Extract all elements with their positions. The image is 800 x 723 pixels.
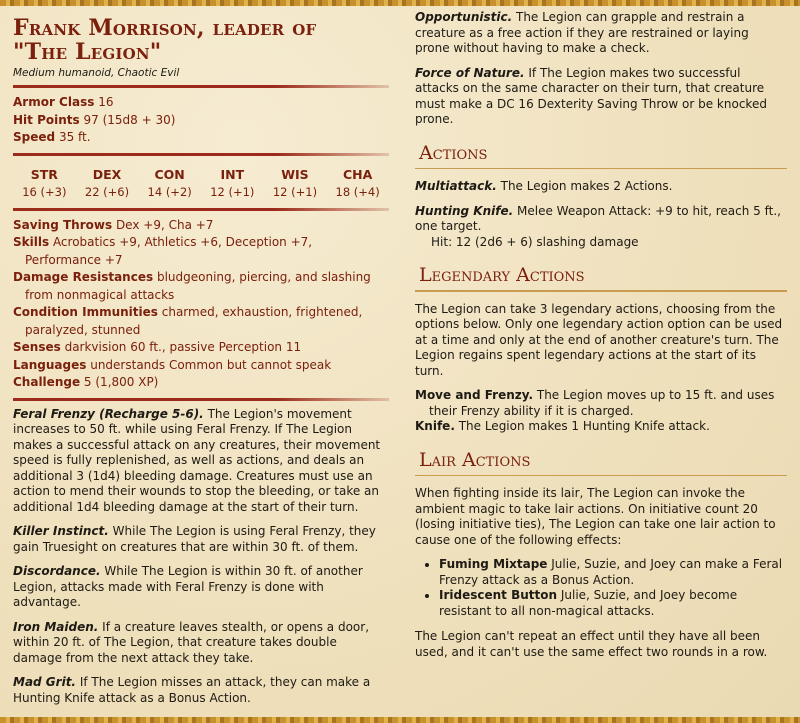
trait-iron-maiden [13, 620, 389, 667]
section-divider [415, 290, 787, 292]
armor-class-value: 16 [98, 95, 114, 109]
ability-name: WIS [281, 166, 309, 182]
trait-text: If The Legion misses an attack, they can make a Hunting Knife attack as a Bonus Action. [13, 675, 371, 705]
languages-label: Languages [13, 357, 87, 372]
trait-text: While The Legion is using Feral Frenzy, they gain Truesight on creatures that are within 30 ft. of them. [13, 524, 376, 554]
action-text: Melee Weapon Attack: +9 to hit, reach 5 ft., one target. [415, 203, 781, 233]
lair-outro: The Legion can't repeat an effect until they have all been used, and it can't use the same effect two rounds in a row. [415, 629, 768, 659]
section-divider [415, 475, 787, 477]
trait-discordance [13, 564, 389, 611]
senses [13, 339, 389, 357]
skills [13, 234, 389, 269]
ability-name: CHA [342, 166, 373, 182]
monster-name [13, 16, 389, 64]
saving-throws [13, 217, 389, 235]
hit-points [13, 112, 389, 130]
ability-name: STR [30, 166, 58, 182]
skills-label: Skills [13, 235, 50, 249]
saving-throws-value: Dex +9, Cha +7 [115, 217, 214, 232]
trait-text: If a creature leaves stealth, or opens a door, within 20 ft. of The Legion, that creature takes double damage from the next attack they take. [13, 619, 370, 665]
condition-immunities-label: Condition Immunities [13, 305, 158, 319]
ability-cha [328, 166, 388, 200]
lair-effect-text: Julie, Suzie, and Joey become resistant to all non-magical attacks. [439, 588, 738, 618]
ability-score: 16 (+3) [22, 184, 67, 199]
legendary-action-name: Knife. [415, 419, 455, 433]
trait-name: Opportunistic. [415, 10, 513, 24]
saving-throws-label: Saving Throws [13, 217, 113, 232]
trait-name: Mad Grit. [13, 675, 76, 689]
languages [13, 357, 389, 375]
lair-effect-name: Iridescent Button [439, 588, 558, 602]
ability-score: 14 (+2) [147, 184, 192, 199]
legendary-knife [415, 419, 787, 435]
actions-heading: Actions [419, 141, 488, 164]
challenge-label: Challenge [13, 375, 81, 389]
lair-effect-fuming-mixtape [439, 557, 787, 588]
ability-int [202, 166, 262, 200]
condition-immunities-value: charmed, exhaustion, frightened, paralyzed, stunned [25, 305, 363, 337]
page-border-bottom [0, 717, 800, 723]
damage-resistances-label: Damage Resistances [13, 270, 154, 284]
action-hit-text: Hit: 12 (2d6 + 6) slashing damage [431, 234, 639, 249]
lair-intro: When fighting inside its lair, The Legion can invoke the ambient magic to take lair actions. On initiative count 20 (losing initiative ties), The Legion can take one lair action to cause one of the following effects: [415, 486, 776, 547]
page-border-top [0, 0, 800, 6]
hit-points-value: 97 (15d8 + 30) [83, 112, 176, 127]
monster-type: Medium humanoid, Chaotic Evil [13, 67, 180, 79]
legendary-move-and-frenzy [415, 388, 787, 419]
lair-effect-iridescent-button [439, 588, 787, 619]
divider [13, 85, 389, 88]
speed-value: 35 ft. [58, 130, 91, 144]
ability-score: 18 (+4) [335, 184, 380, 199]
divider [13, 208, 389, 211]
armor-class [13, 94, 389, 112]
ability-score: 22 (+6) [84, 184, 130, 199]
legendary-intro: The Legion can take 3 legendary actions, choosing from the options below. Only one legendary action option can be used at a time and only at the end of another creature's turn. The Legion regains spent legendary actions at the start of its turn. [415, 301, 783, 378]
ability-name: INT [220, 166, 245, 182]
trait-name: Force of Nature. [415, 65, 525, 80]
legendary-actions-heading: Legendary Actions [419, 264, 585, 286]
ability-scores [13, 162, 389, 202]
action-name: Multiattack. [415, 179, 497, 193]
ability-con [140, 166, 200, 200]
trait-force-of-nature [415, 66, 787, 128]
legendary-action-name: Move and Frenzy. [415, 388, 534, 402]
action-name: Hunting Knife. [415, 203, 514, 218]
divider [13, 398, 389, 401]
divider [13, 153, 389, 156]
ability-name: CON [154, 166, 185, 182]
hit-points-label: Hit Points [13, 112, 80, 127]
challenge [13, 374, 389, 392]
ability-score: 12 (+1) [210, 184, 255, 199]
legendary-action-text: The Legion makes 1 Hunting Knife attack. [458, 419, 710, 433]
trait-name: Iron Maiden. [13, 619, 99, 634]
damage-resistances-value: bludgeoning, piercing, and slashing from nonmagical attacks [25, 270, 371, 302]
condition-immunities [13, 304, 389, 339]
senses-label: Senses [13, 340, 61, 354]
trait-text: If The Legion makes two successful attacks on the same character on their turn, that creature must make a DC 16 Dexterity Saving Throw or be knocked prone. [415, 65, 767, 126]
monster-name-line2: "The Legion" [13, 39, 162, 65]
ability-dex [77, 166, 137, 200]
trait-opportunistic [415, 10, 787, 57]
trait-text: The Legion can grapple and restrain a creature as a free action if they are restrained or laying prone without having to make a check. [415, 10, 749, 55]
right-column [415, 10, 787, 669]
languages-value: understands Common but cannot speak [90, 357, 332, 372]
trait-name: Discordance. [13, 564, 101, 578]
ability-score: 12 (+1) [272, 184, 318, 199]
legendary-action-text: The Legion moves up to 15 ft. and uses their Frenzy ability if it is charged. [429, 388, 775, 418]
lair-effect-name: Fuming Mixtape [439, 557, 548, 571]
lair-effects-list [415, 557, 787, 619]
lair-actions-heading: Lair Actions [419, 448, 531, 471]
action-multiattack [415, 179, 787, 195]
damage-resistances [13, 269, 389, 304]
speed [13, 129, 389, 147]
section-divider [415, 168, 787, 170]
senses-value: darkvision 60 ft., passive Perception 11 [64, 340, 302, 354]
trait-name: Killer Instinct. [13, 524, 109, 538]
speed-label: Speed [13, 130, 56, 144]
skills-value: Acrobatics +9, Athletics +6, Deception +7, Performance +7 [25, 235, 313, 267]
trait-text: The Legion's movement increases to 50 ft. while using Feral Frenzy. If The Legion makes a successful attack on any creatures, their movement speed is fully replenished, as well as actions, and deals an additional 3 (1d4) bleeding damage. Creatures must use an action to mend their wounds to stop the bleeding, or take an additional 1d4 bleeding damage at the start of their turn. [13, 406, 381, 514]
trait-text: While The Legion is within 30 ft. of another Legion, attacks made with Feral Frenzy is done with advantage. [13, 564, 363, 609]
ability-str [14, 166, 74, 200]
ability-name: DEX [92, 166, 122, 182]
trait-mad-grit [13, 675, 389, 706]
monster-name-line1: Frank Morrison, leader of [13, 15, 317, 41]
left-column [13, 10, 389, 715]
armor-class-label: Armor Class [13, 95, 95, 109]
ability-wis [265, 166, 325, 200]
lair-effect-text: Julie, Suzie, and Joey can make a Feral Frenzy attack as a Bonus Action. [439, 557, 783, 587]
trait-killer-instinct [13, 524, 389, 555]
challenge-value: 5 (1,800 XP) [83, 375, 159, 389]
trait-name: Feral Frenzy (Recharge 5-6). [13, 406, 204, 421]
action-text: The Legion makes 2 Actions. [500, 179, 673, 193]
trait-feral-frenzy [13, 407, 389, 516]
action-hunting-knife [415, 204, 787, 251]
